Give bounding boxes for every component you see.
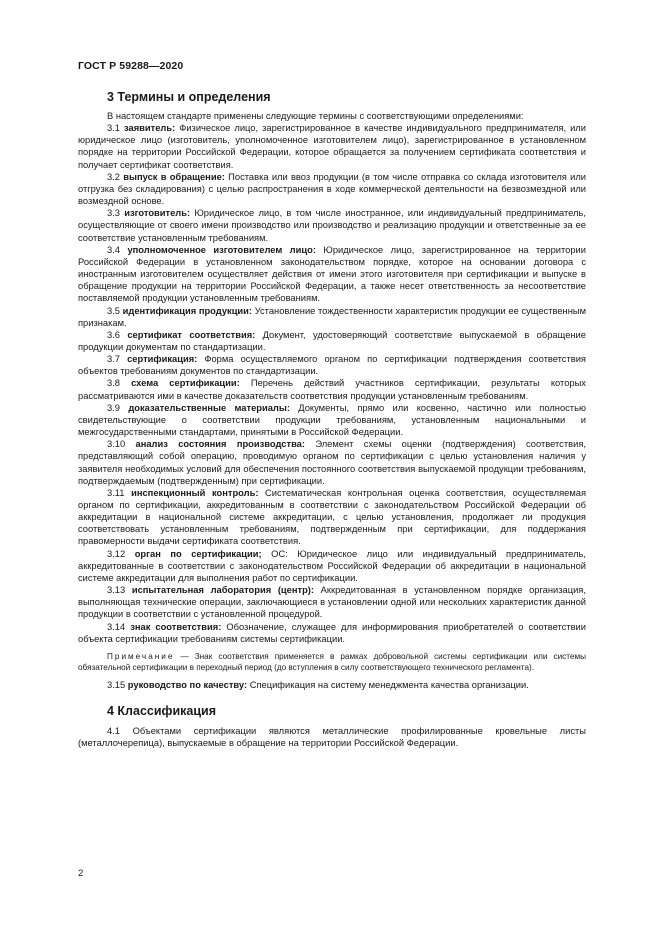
term-definition: Обозначение, служащее для информирования приобретателей о соответствии объекта сертификации требованиям системы сертификации. [78,621,586,644]
term-3-15 [78,679,586,691]
term-item [78,122,586,171]
term-item [78,548,586,584]
term-name: испытательная лаборатория (центр): [131,585,315,596]
term-item [78,305,586,329]
term-item [78,353,586,377]
term-definition: Поставка или ввоз продукции (в том числе отправка со склада изготовителя или отгрузка без складирования) с целью распространения в ходе коммерческой деятельности на безвозмездной или возмездной основе. [78,171,586,207]
term-name: анализ состояния производства: [135,439,305,450]
term-name: орган по сертификации; [134,548,262,559]
section-3-title: 3 Термины и определения [107,90,271,104]
term-number: 3.8 [107,378,120,389]
term-number: 3.5 [107,305,120,316]
section-4-paragraph-1: 4.1 Объектами сертификации являются металлические профилированные кровельные листы (металлочерепица), выпускаемые в обращение на территории Российской Федерации. [78,726,586,749]
term-number: 3.14 [107,621,126,632]
term-name: знак соответствия: [130,621,222,632]
term-name: доказательственные материалы: [128,402,290,413]
term-number: 3.11 [107,487,125,498]
term-item [78,377,586,401]
term-name: изготовитель: [124,208,191,219]
term-item [78,244,586,305]
page-content [78,89,586,749]
term-item [78,487,586,548]
term-item [78,621,586,645]
term-name: сертификат соответствия: [127,329,256,340]
term-definition: Форма осуществляемого органом по сертификации подтверждения соответствия объектов требованиям документов по стандартизации. [78,354,586,377]
terms-list [78,122,586,645]
term-definition: Юридическое лицо, в том числе иностранное, или индивидуальный предприниматель, осуществляющие от своего имени производство или производство и реализацию продукции и ответственные за ее соответствие установленным требованиям. [78,208,586,243]
section-4-title: 4 Классификация [107,704,217,719]
term-number: 3.4 [107,244,120,255]
term-definition: Документ, удостоверяющий соответствие выпускаемой в обращение продукции документам по стандартизации. [78,329,586,352]
term-number: 3.3 [107,208,120,219]
term-item [78,438,586,487]
document-header: ГОСТ Р 59288—2020 [78,60,184,72]
term-name: заявитель: [124,123,176,134]
term-definition: Аккредитованная в установленном порядке организация, выполняющая технические операции, заключающиеся в установлении одной или нескольких характеристик данной продукции в соответствии с установленной процедурой. [78,585,586,620]
term-definition: Документы, прямо или косвенно, частично или полностью свидетельствующие о соответствии продукции требованиям, установленным национальными и межгосударственными стандартами, принятыми в Российской Федерации. [78,402,586,438]
term-number: 3.12 [107,548,126,559]
term-definition: Спецификация на систему менеджмента качества организации. [249,679,529,690]
term-number: 3.15 [107,679,126,690]
term-item [78,584,586,620]
note [78,651,586,673]
term-definition: Физическое лицо, зарегистрированное в качестве индивидуального предпринимателя, или юридическое лицо (изготовитель, уполномоченное изготовителем лицо), зарегистрированное в установленном порядке на территории Российской Федерации, которое обращается за получением сертификата соответствия и получает сертификат соответствия. [78,123,586,170]
term-number: 3.9 [107,402,120,413]
term-name: схема сертификации: [131,378,240,389]
page-number: 2 [78,868,84,879]
term-item [78,207,586,243]
term-item [78,171,586,207]
term-number: 3.7 [107,354,120,365]
note-text: — Знак соответствия применяется в рамках добровольной системы сертификации или системы обязательной сертификации в переходный период (до вступления в силу соответствующего технического регламента). [78,651,586,672]
term-name: уполномоченное изготовителем лицо: [127,244,316,255]
section-3-intro: В настоящем стандарте применены следующие термины с соответствующими определениями: [107,111,524,121]
term-item [78,402,586,438]
term-definition: Перечень действий участников сертификации, результаты которых рассматриваются ими в качестве доказательств соответствия продукции установленным требованиям. [78,378,586,401]
term-number: 3.6 [107,329,120,340]
term-name: выпуск в обращение: [123,171,225,182]
term-name: идентификация продукции: [122,305,253,316]
term-number: 3.2 [107,171,120,182]
term-definition: Юридическое лицо, зарегистрированное на территории Российской Федерации в установленном законодательством порядке, которое на основании договора с иностранным изготовителем осуществляет действия от имени этого изготовителя при сертификации и выпуске в обращение продукции на территории Российской Федерации, а также несет ответственность за несоответствие поставляемой продукции установленным требованиям. [78,244,587,304]
term-definition: Элемент схемы оценки (подтверждения) соответствия, представляющий собой операцию, проводимую органом по сертификации с целью установления наличия у заявителя необходимых условий для обеспечения постоянного соответствия выпускаемой продукции требованиям, подтверждаемым (подтвержденным) при сертификации. [78,439,586,486]
term-item [78,329,586,353]
term-name: руководство по качеству: [127,679,248,690]
term-definition: Систематическая контрольная оценка соответствия, осуществляемая органом по сертификации, аккредитованным в соответствии с законодательством Российской Федерации об аккредитации в национальной системе аккредитации, с целью установления, продолжает ли продукция соответствовать установленным требованиям, подтвержденным при сертификации, для поддержания правомерности выдачи сертификата соответствия. [78,487,587,547]
term-name: инспекционный контроль: [131,487,259,498]
note-label: Примечание [107,651,175,661]
term-definition: ОС: Юридическое лицо или индивидуальный предприниматель, аккредитованные в соответствии с законодательством Российской Федерации об аккредитации в национальной системе аккредитации для выполнения работ по сертификации. [78,548,586,583]
term-number: 3.10 [107,439,126,450]
term-number: 3.13 [107,585,126,596]
term-name: сертификация: [127,354,198,365]
term-number: 3.1 [107,123,120,134]
term-definition: Установление тождественности характеристик продукции ее существенным признакам. [78,305,586,328]
